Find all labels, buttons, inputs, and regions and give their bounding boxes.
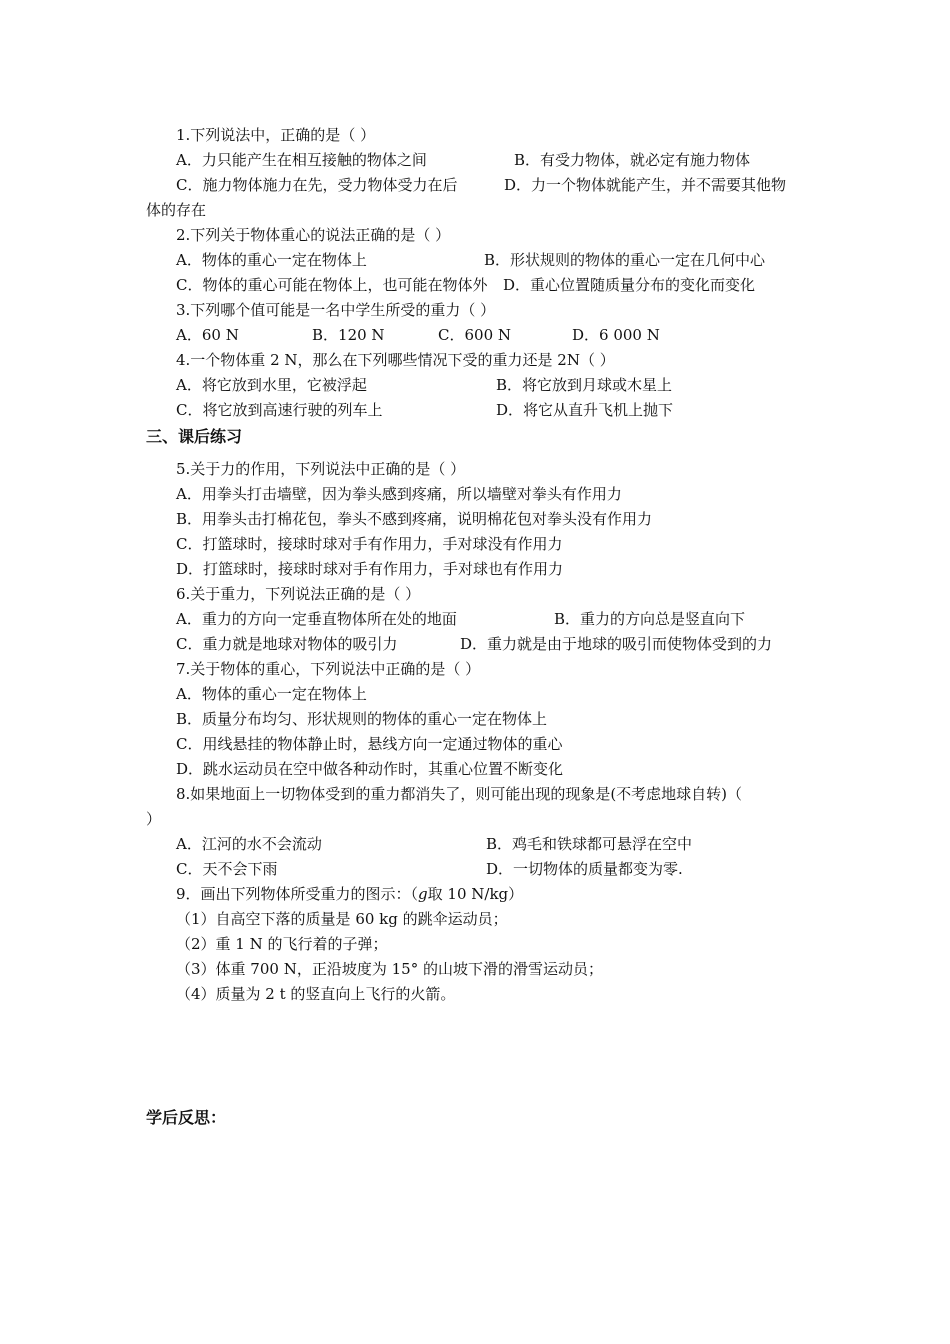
q6-option-b: B．重力的方向总是竖直向下 bbox=[554, 610, 746, 628]
q7-option-c: C．用线悬挂的物体静止时，悬线方向一定通过物体的重心 bbox=[176, 735, 563, 753]
reflection-heading: 学后反思： bbox=[146, 1108, 227, 1127]
q9-stem-prefix: 9．画出下列物体所受重力的图示：（ bbox=[176, 885, 419, 903]
q7-option-a: A．物体的重心一定在物体上 bbox=[176, 685, 367, 703]
q1-stem: 1.下列说法中，正确的是（ ） bbox=[176, 126, 376, 144]
q2-stem: 2.下列关于物体重心的说法正确的是（ ） bbox=[176, 226, 451, 244]
q8-stem: 8.如果地面上一切物体受到的重力都消失了，则可能出现的现象是(不考虑地球自转)（ bbox=[176, 785, 743, 803]
q7-option-d: D．跳水运动员在空中做各种动作时，其重心位置不断变化 bbox=[176, 760, 564, 778]
q8-stem-continued: ） bbox=[146, 810, 162, 828]
q1-option-b: B．有受力物体，就必定有施力物体 bbox=[514, 151, 751, 169]
q1-option-c: C．施力物体施力在先，受力物体受力在后 bbox=[176, 176, 458, 194]
q3-option-c: C．600 N bbox=[438, 326, 512, 344]
q1-option-d: D．力一个物体就能产生，并不需要其他物 bbox=[504, 176, 787, 194]
q3-option-b: B．120 N bbox=[312, 326, 385, 344]
q9-subitem-2: （2）重 1 N 的飞行着的子弹； bbox=[176, 935, 388, 953]
q3-stem: 3.下列哪个值可能是一名中学生所受的重力（ ） bbox=[176, 301, 496, 319]
q7-option-b: B．质量分布均匀、形状规则的物体的重心一定在物体上 bbox=[176, 710, 548, 728]
q5-option-a: A．用拳头打击墙壁，因为拳头感到疼痛，所以墙壁对拳头有作用力 bbox=[176, 485, 622, 503]
q9-subitem-1: （1）自高空下落的质量是 60 kg 的跳伞运动员； bbox=[176, 910, 508, 928]
q4-option-b: B．将它放到月球或木星上 bbox=[496, 376, 673, 394]
q3-option-a: A．60 N bbox=[176, 326, 239, 344]
q3-option-d: D．6 000 N bbox=[572, 326, 660, 344]
q2-option-c: C．物体的重心可能在物体上，也可能在物体外 bbox=[176, 276, 488, 294]
q8-option-d: D．一切物体的质量都变为零. bbox=[486, 860, 683, 878]
q7-stem: 7.关于物体的重心，下列说法中正确的是（ ） bbox=[176, 660, 481, 678]
q5-option-c: C．打篮球时，接球时球对手有作用力，手对球没有作用力 bbox=[176, 535, 563, 553]
section-heading-after-class-practice: 三、课后练习 bbox=[146, 427, 243, 446]
q1-option-d-continued: 体的存在 bbox=[146, 201, 207, 219]
q1-option-a: A．力只能产生在相互接触的物体之间 bbox=[176, 151, 427, 169]
q4-option-a: A．将它放到水里，它被浮起 bbox=[176, 376, 367, 394]
q9-stem-g: g bbox=[418, 885, 428, 903]
q6-option-c: C．重力就是地球对物体的吸引力 bbox=[176, 635, 398, 653]
q2-option-b: B．形状规则的物体的重心一定在几何中心 bbox=[484, 251, 766, 269]
q6-stem: 6.关于重力，下列说法正确的是（ ） bbox=[176, 585, 421, 603]
q4-option-c: C．将它放到高速行驶的列车上 bbox=[176, 401, 383, 419]
q9-stem bbox=[176, 882, 523, 907]
q2-option-d: D．重心位置随质量分布的变化而变化 bbox=[503, 276, 756, 294]
q5-stem: 5.关于力的作用，下列说法中正确的是（ ） bbox=[176, 460, 466, 478]
q6-option-a: A．重力的方向一定垂直物体所在处的地面 bbox=[176, 610, 457, 628]
q5-option-d: D．打篮球时，接球时球对手有作用力，手对球也有作用力 bbox=[176, 560, 564, 578]
q8-option-b: B．鸡毛和铁球都可悬浮在空中 bbox=[486, 835, 693, 853]
q8-option-a: A．江河的水不会流动 bbox=[176, 835, 322, 853]
q9-stem-suffix: 取 10 N/kg） bbox=[427, 885, 524, 903]
q8-option-c: C．天不会下雨 bbox=[176, 860, 278, 878]
q4-stem: 4.一个物体重 2 N，那么在下列哪些情况下受的重力还是 2N（ ） bbox=[176, 351, 615, 369]
q6-option-d: D．重力就是由于地球的吸引而使物体受到的力 bbox=[460, 635, 773, 653]
q4-option-d: D．将它从直升飞机上抛下 bbox=[496, 401, 674, 419]
q5-option-b: B．用拳头击打棉花包，拳头不感到疼痛，说明棉花包对拳头没有作用力 bbox=[176, 510, 653, 528]
q2-option-a: A．物体的重心一定在物体上 bbox=[176, 251, 367, 269]
q9-subitem-4: （4）质量为 2 t 的竖直向上飞行的火箭。 bbox=[176, 985, 456, 1003]
q9-subitem-3: （3）体重 700 N，正沿坡度为 15° 的山坡下滑的滑雪运动员； bbox=[176, 960, 603, 978]
